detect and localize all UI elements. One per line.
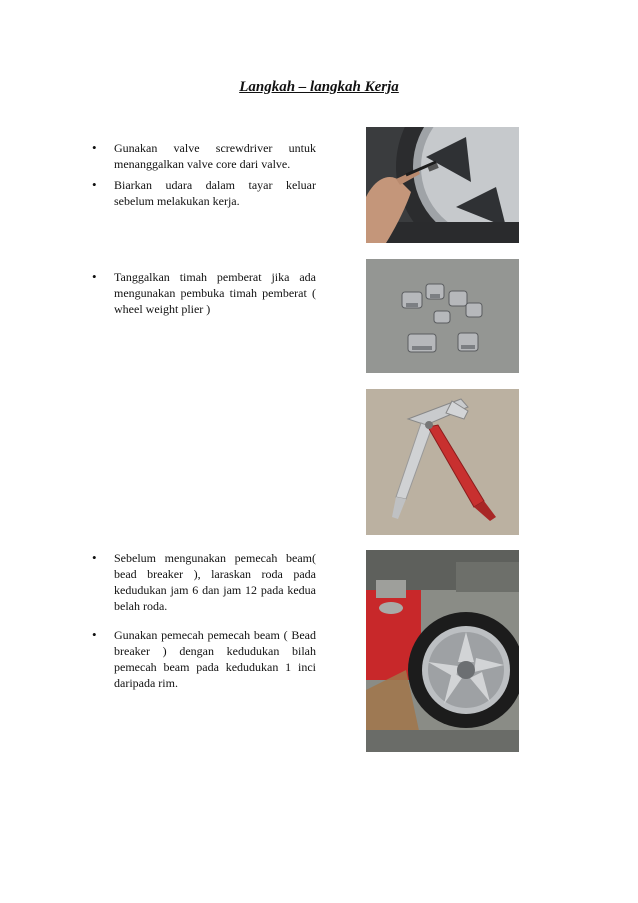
step-text: Tanggalkan timah pemberat jika ada mengunakan pembuka timah pemberat ( wheel weight plier ) xyxy=(114,270,316,316)
step-item xyxy=(92,140,316,172)
bullet-icon: • xyxy=(92,550,97,565)
step-text: Biarkan udara dalam tayar keluar sebelum melakukan kerja. xyxy=(114,178,316,208)
step-text: Gunakan pemecah pemecah beam ( Bead breaker ) dengan kedudukan bilah pemecah beam pada kedudukan 1 inci daripada rim. xyxy=(114,628,316,690)
step-item xyxy=(92,550,316,614)
bullet-icon: • xyxy=(92,627,97,642)
page-title: Langkah – langkah Kerja xyxy=(239,79,399,95)
step-text: Gunakan valve screwdriver untuk menanggalkan valve core dari valve. xyxy=(114,141,316,171)
bullet-icon: • xyxy=(92,177,97,192)
valve-screwdriver-photo xyxy=(366,127,519,243)
wheel-weights-photo xyxy=(366,259,519,373)
step-text: Sebelum mengunakan pemecah beam( bead breaker ), laraskan roda pada kedudukan jam 6 dan jam 12 pada kedua belah roda. xyxy=(114,551,316,613)
step-item xyxy=(92,627,316,691)
bullet-icon: • xyxy=(92,269,97,284)
wheel-weight-plier-photo xyxy=(366,389,519,535)
bullet-icon: • xyxy=(92,140,97,155)
bead-breaker-photo xyxy=(366,550,519,752)
step-item xyxy=(92,269,316,317)
step-item xyxy=(92,177,316,209)
